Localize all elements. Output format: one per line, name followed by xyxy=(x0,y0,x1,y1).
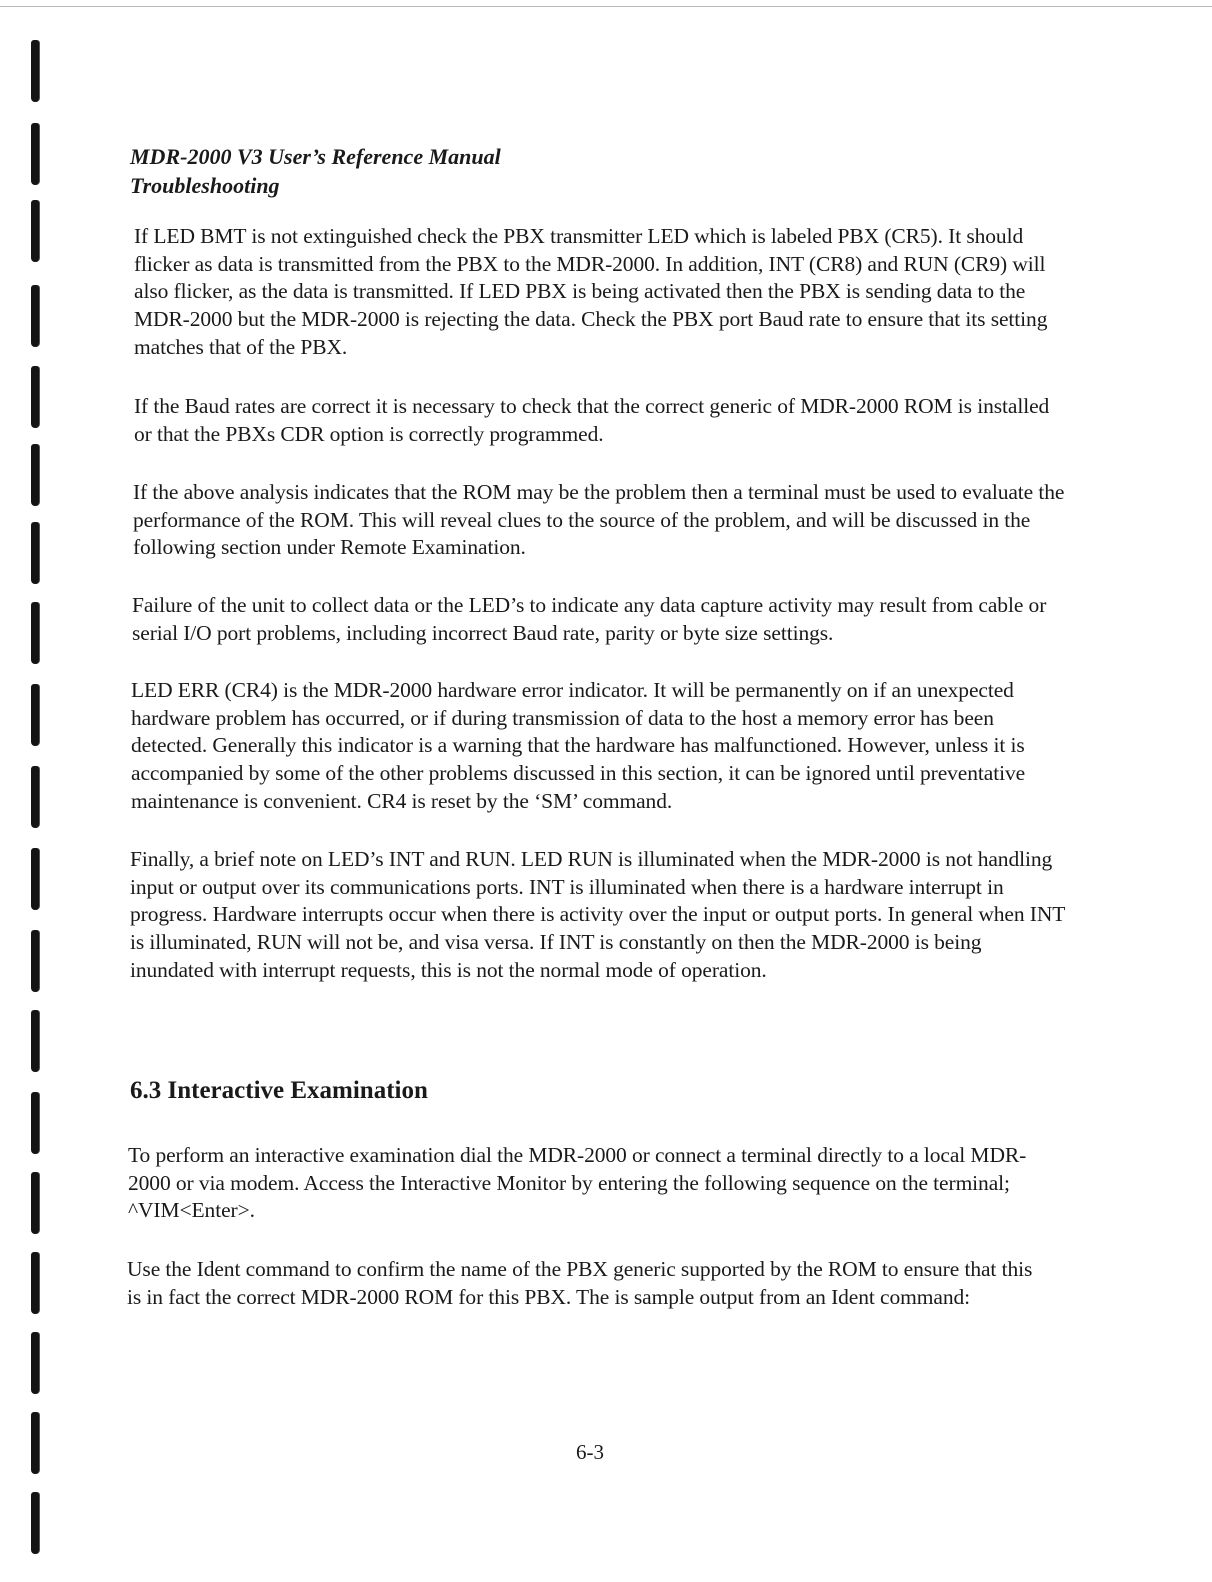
binding-hole xyxy=(31,1492,39,1554)
chapter-title: Troubleshooting xyxy=(130,173,280,198)
section-heading: 6.3 Interactive Examination xyxy=(130,1077,428,1104)
binding-holes xyxy=(28,0,48,1582)
paragraph: If the above analysis indicates that the ROM may be the problem then a terminal must be used to evaluate the performance of the ROM. This will reveal clues to the source of the problem, and will be discussed in the following section under Remote Examination. xyxy=(133,480,1065,560)
binding-hole xyxy=(31,1252,39,1314)
paragraph: Finally, a brief note on LED’s INT and RUN. LED RUN is illuminated when the MDR-2000 is not handling input or output over its communications ports. INT is illuminated when there is a hardware interrupt in progress. Hardware interrupts occur when there is activity over the input or output ports. In general when INT is illuminated, RUN will not be, and visa versa. If INT is constantly on then the MDR-2000 is being inundated with interrupt requests, this is not the normal mode of operation. xyxy=(130,847,1065,982)
binding-hole xyxy=(31,285,39,347)
paragraph: If the Baud rates are correct it is necessary to check that the correct generic of MDR-2000 ROM is installed or that the PBXs CDR option is correctly programmed. xyxy=(134,394,1050,446)
page-body xyxy=(130,142,1070,200)
binding-hole xyxy=(31,930,39,992)
manual-title: MDR-2000 V3 User’s Reference Manual xyxy=(130,144,501,169)
binding-hole xyxy=(31,123,39,185)
binding-hole xyxy=(31,684,39,746)
paragraph: Failure of the unit to collect data or the LED’s to indicate any data capture activity may result from cable or serial I/O port problems, including incorrect Baud rate, parity or byte size settings. xyxy=(132,593,1047,645)
binding-hole xyxy=(31,1092,39,1154)
binding-hole xyxy=(31,848,39,910)
binding-hole xyxy=(31,522,39,584)
binding-hole xyxy=(31,1172,39,1234)
binding-hole xyxy=(31,602,39,664)
binding-hole xyxy=(31,1332,39,1394)
paragraph: To perform an interactive examination dial the MDR-2000 or connect a terminal directly to a local MDR-2000 or via modem. Access the Interactive Monitor by entering the following sequence on the terminal; ^VIM<Enter>. xyxy=(128,1143,1027,1223)
binding-hole xyxy=(31,200,39,262)
binding-hole xyxy=(31,1412,39,1474)
binding-hole xyxy=(31,40,39,102)
paragraph: If LED BMT is not extinguished check the PBX transmitter LED which is labeled PBX (CR5). It should flicker as data is transmitted from the PBX to the MDR-2000. In addition, INT (CR8) and RUN (CR9) will also flicker, as the data is transmitted. If LED PBX is being activated then the PBX is sending data to the MDR-2000 but the MDR-2000 is rejecting the data. Check the PBX port Baud rate to ensure that its setting matches that of the PBX. xyxy=(134,224,1048,359)
binding-hole xyxy=(31,766,39,828)
binding-hole xyxy=(31,1010,39,1072)
paragraph: Use the Ident command to confirm the name of the PBX generic supported by the ROM to ensure that this is in fact the correct MDR-2000 ROM for this PBX. The is sample output from an Ident command: xyxy=(127,1257,1033,1309)
paragraph: LED ERR (CR4) is the MDR-2000 hardware error indicator. It will be permanently on if an unexpected hardware problem has occurred, or if during transmission of data to the host a memory error has been detected. Generally this indicator is a warning that the hardware has malfunctioned. However, unless it is accompanied by some of the other problems discussed in this section, it can be ignored until preventative maintenance is convenient. CR4 is reset by the ‘SM’ command. xyxy=(131,678,1026,813)
top-edge-rule xyxy=(0,6,1212,7)
page-number: 6-3 xyxy=(576,1440,604,1464)
binding-hole xyxy=(31,444,39,506)
binding-hole xyxy=(31,366,39,428)
